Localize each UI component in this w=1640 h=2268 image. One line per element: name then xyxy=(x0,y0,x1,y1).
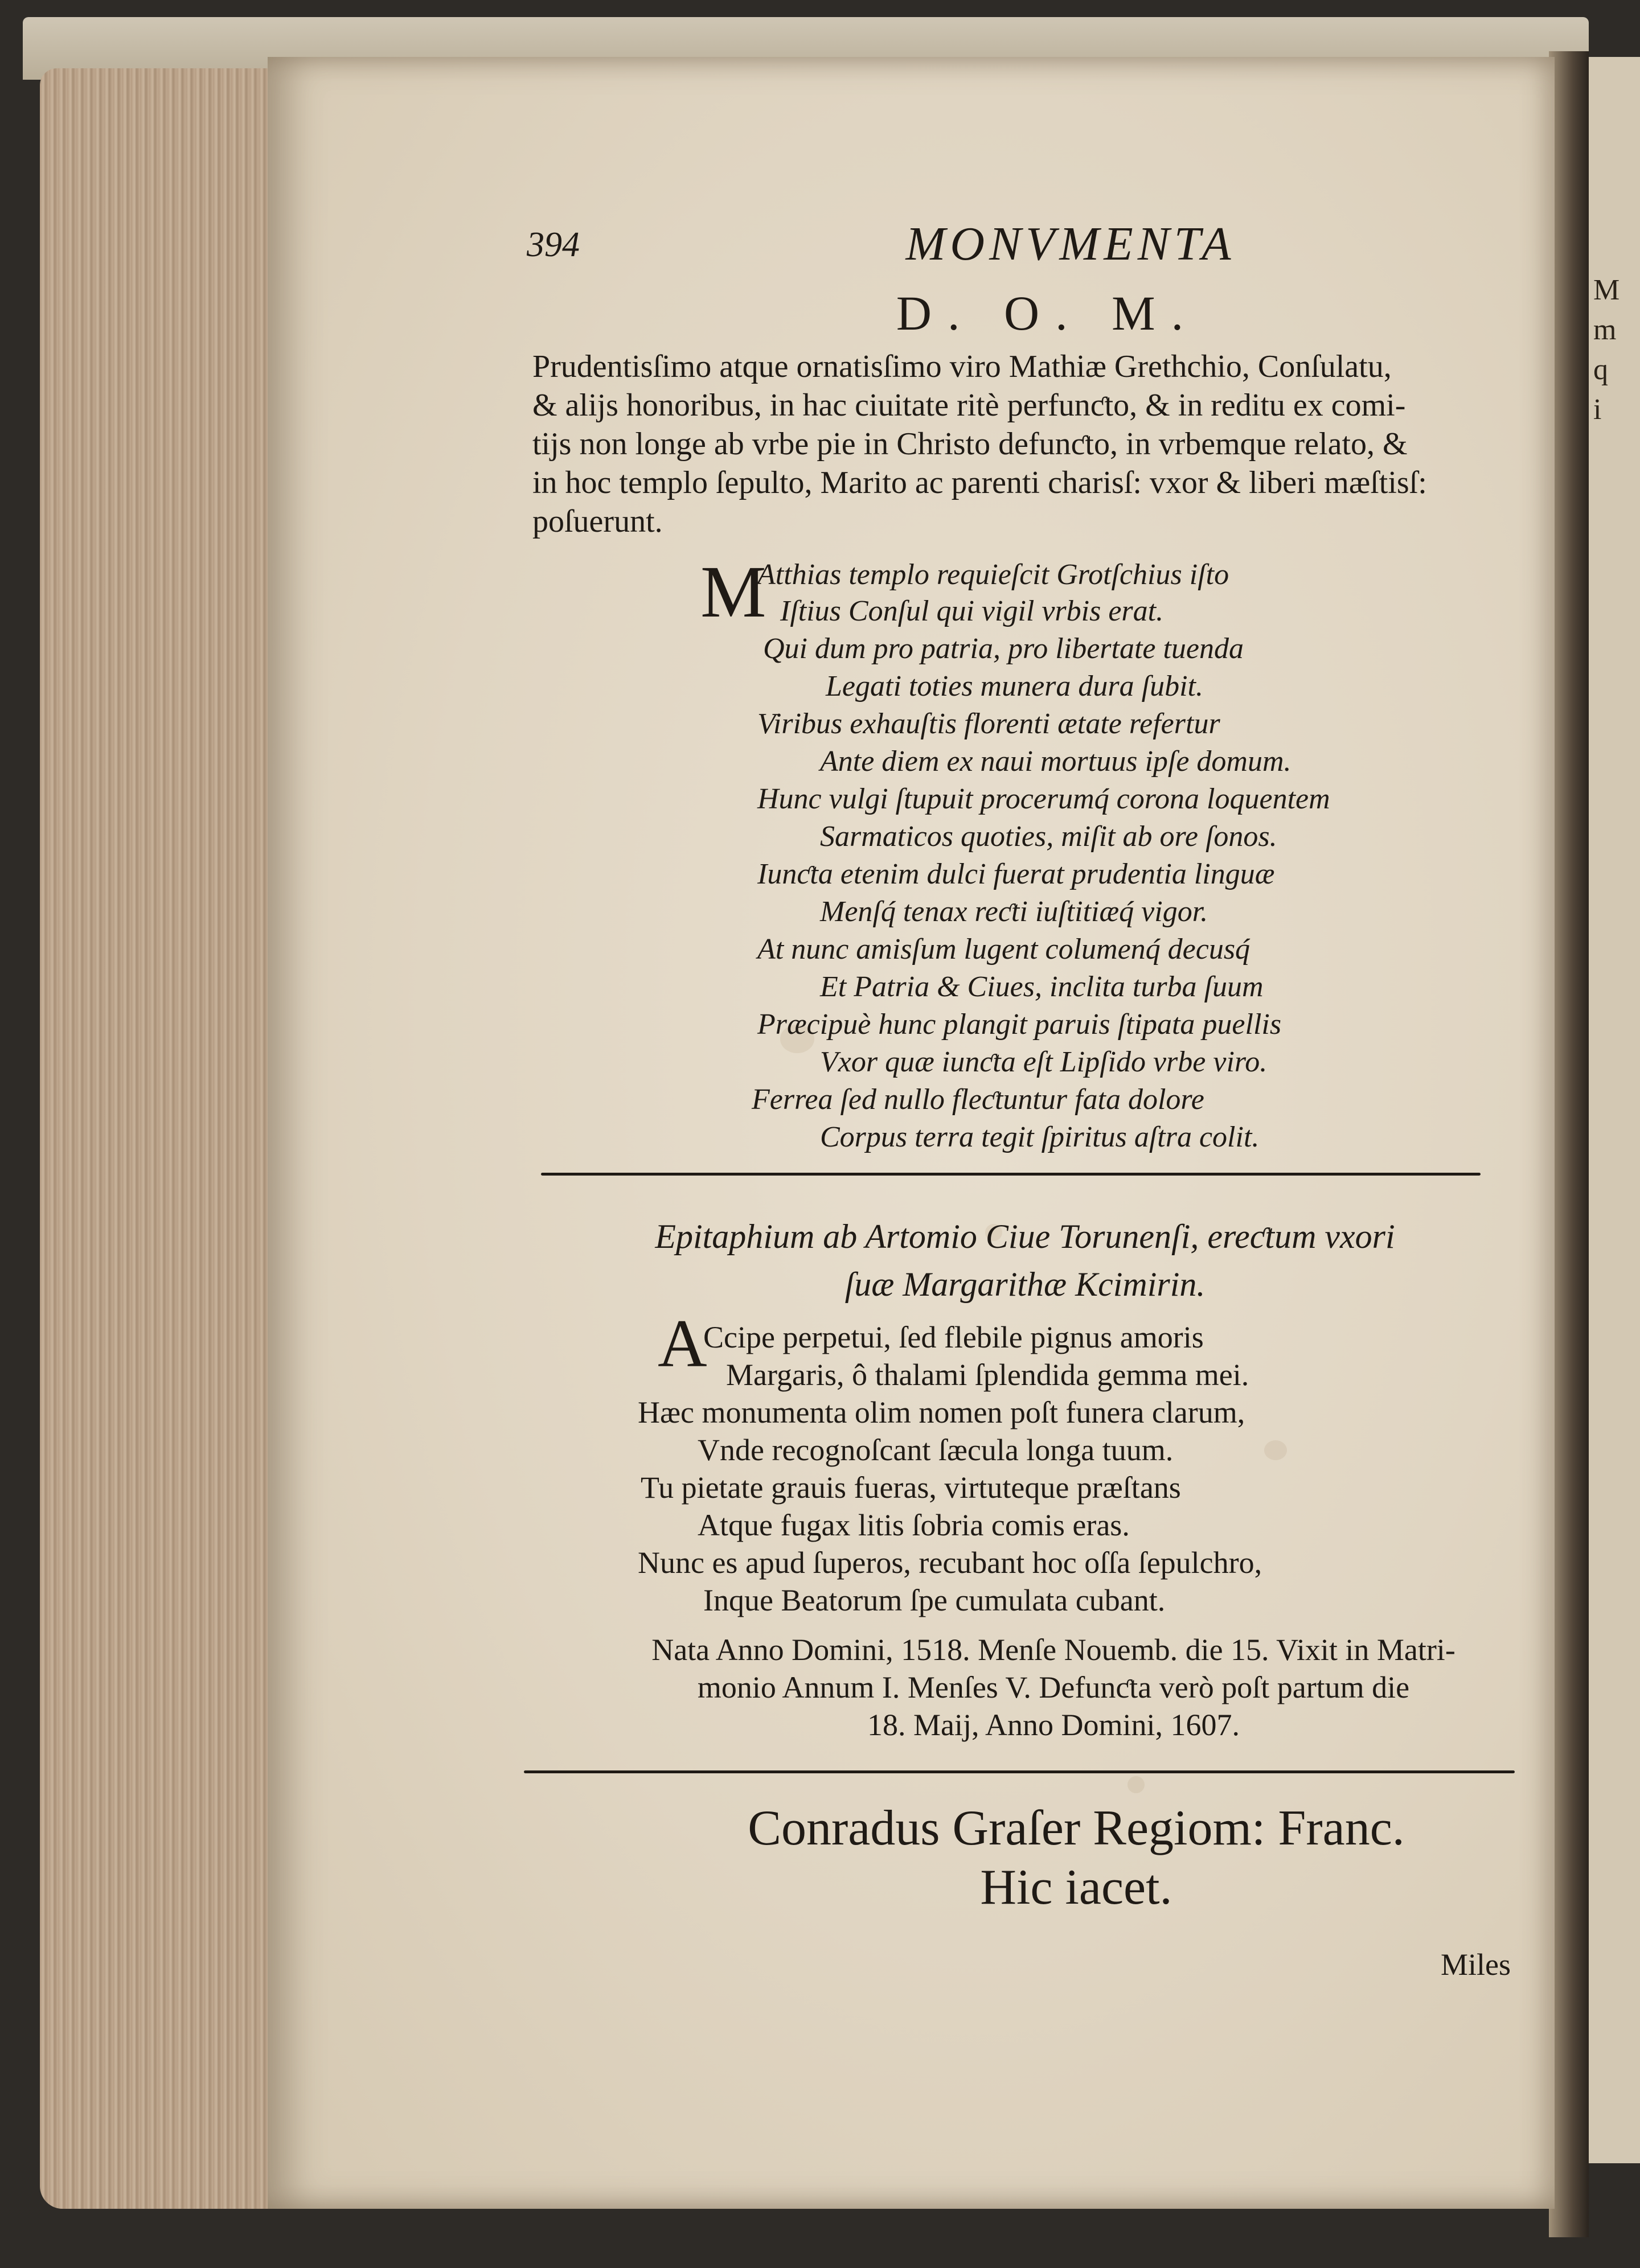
verse-line: Vnde recognoſcant ſæcula longa tuum. xyxy=(698,1433,1174,1467)
verse-line: Atthias templo requieſcit Grotſchius iſto xyxy=(757,558,1229,591)
facing-page-fragment: M xyxy=(1593,274,1620,306)
verse-line: Hæc monumenta olim nomen poſt funera clarum, xyxy=(638,1395,1245,1429)
epitaph-title-line: ſuæ Margarithæ Kcimirin. xyxy=(844,1266,1206,1303)
text-line: & alijs honoribus, in hac ciuitate ritè perfunƈto, & in reditu ex comi- xyxy=(532,388,1406,423)
verse-line: Inque Beatorum ſpe cumulata cubant. xyxy=(703,1583,1166,1617)
heading-line: Conradus Graſer Regiom: Franc. xyxy=(748,1801,1405,1856)
text-line: monio Annum I. Menſes V. Defunƈta verò poſt partum die xyxy=(697,1670,1410,1704)
verse-line: At nunc amisſum lugent columenq́ decusq́ xyxy=(757,933,1250,965)
heading-line: Hic iacet. xyxy=(980,1860,1172,1915)
verse-line: Sarmaticos quoties, miſit ab ore ſonos. xyxy=(820,820,1277,853)
section-divider xyxy=(524,1770,1515,1773)
foxing-stain xyxy=(1128,1776,1145,1793)
dedication-paragraph xyxy=(532,347,1512,541)
dom-heading: D. O. M. xyxy=(896,286,1200,340)
spine-gutter xyxy=(1549,51,1589,2237)
facing-page-fragment: i xyxy=(1593,393,1602,426)
text-line: tijs non longe ab vrbe pie in Christo defunƈto, in vrbemque relato, & xyxy=(532,426,1408,462)
running-title: MONVMENTA xyxy=(905,217,1236,270)
verse-line: Qui dum pro patria, pro libertate tuenda xyxy=(763,632,1244,665)
text-line: in hoc templo ſepulto, Marito ac parenti charisſ: vxor & liberi mæſtisſ: xyxy=(532,465,1427,500)
verse-line: Vxor quæ iunƈta eſt Lipſido vrbe viro. xyxy=(820,1046,1268,1078)
verse-line: Legati toties munera dura ſubit. xyxy=(826,670,1203,702)
verse-line: Ante diem ex naui mortuus ipſe domum. xyxy=(820,745,1292,778)
text-line: Nata Anno Domini, 1518. Menſe Nouemb. die 15. Vixit in Matri- xyxy=(651,1633,1456,1667)
verse-line: Hunc vulgi ſtupuit procerumq́ corona loquentem xyxy=(757,783,1330,815)
page-edges xyxy=(40,68,290,2209)
verse-line: Nunc es apud ſuperos, recubant hoc oſſa ſepulchro, xyxy=(638,1546,1262,1580)
catchword: Miles xyxy=(1441,1947,1511,1982)
text-line: poſuerunt. xyxy=(532,504,663,539)
verse-line: Tu pietate grauis fueras, virtuteque præſtans xyxy=(641,1470,1181,1505)
text-line: 18. Maij, Anno Domini, 1607. xyxy=(867,1708,1240,1742)
verse-line: Menſq́ tenax reƈti iuſtitiæq́ vigor. xyxy=(820,895,1208,928)
verse-line: Iſtius Conſul qui vigil vrbis erat. xyxy=(780,595,1164,627)
section-divider xyxy=(541,1173,1481,1176)
verse-line: Atque fugax litis ſobria comis eras. xyxy=(698,1508,1130,1542)
text-line: Prudentisſimo atque ornatisſimo viro Mathiæ Grethchio, Conſulatu, xyxy=(532,349,1392,384)
facing-page-edge xyxy=(1589,57,1640,2163)
drop-cap: A xyxy=(658,1305,707,1381)
verse-line: Præcipuè hunc plangit paruis ſtipata puellis xyxy=(757,1008,1282,1041)
verse-line: Et Patria & Ciues, inclita turba ſuum xyxy=(820,971,1264,1003)
facing-page-fragment: m xyxy=(1593,314,1617,346)
verse-line: Ccipe perpetui, ſed flebile pignus amoris xyxy=(703,1320,1204,1354)
verse-line: Iunƈta etenim dulci fuerat prudentia linguæ xyxy=(757,858,1275,890)
epitaph-title-line: Epitaphium ab Artomio Ciue Torunenſi, ereƈtum vxori xyxy=(655,1218,1395,1255)
foxing-stain xyxy=(1264,1440,1287,1460)
epitaph-title xyxy=(569,1213,1481,1308)
facing-page-fragment: q xyxy=(1593,354,1608,386)
verse-line: Viribus exhauſtis florenti ætate refertur xyxy=(757,708,1220,740)
drop-cap: M xyxy=(700,551,766,633)
verse-line: Corpus terra tegit ſpiritus aſtra colit. xyxy=(820,1121,1260,1153)
page-number: 394 xyxy=(527,225,580,264)
dates-paragraph xyxy=(592,1631,1515,1744)
verse-line: Margaris, ô thalami ſplendida gemma mei. xyxy=(726,1358,1249,1392)
verse-line: Ferrea ſed nullo fleƈtuntur fata dolore xyxy=(752,1083,1204,1116)
conradus-heading xyxy=(683,1799,1469,1917)
